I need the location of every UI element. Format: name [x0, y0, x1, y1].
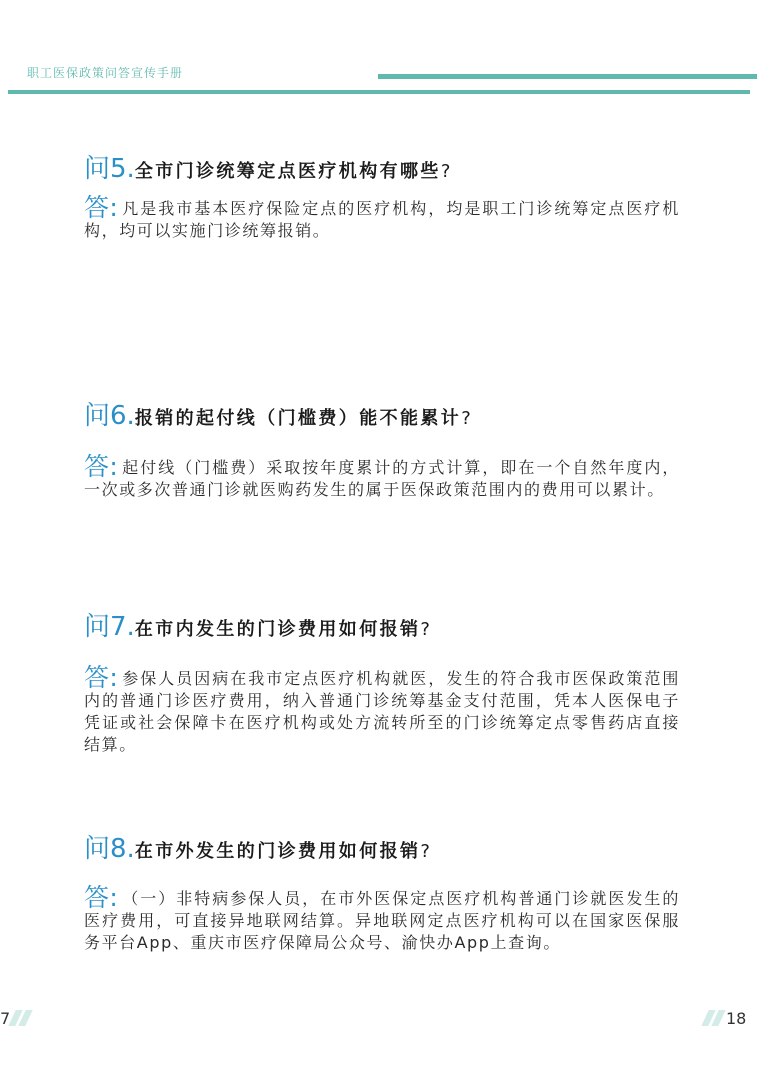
question-number: 问8.	[84, 834, 135, 864]
qa-block-5	[84, 148, 680, 242]
page-number-left: 7	[0, 1009, 11, 1028]
question-number: 问7.	[84, 612, 135, 642]
answer	[84, 452, 680, 501]
page-number-right: 18	[726, 1009, 747, 1028]
qa-block-8	[84, 828, 680, 954]
answer	[84, 883, 680, 954]
answer-label: 答:	[84, 193, 118, 222]
question-mark: ?	[420, 841, 430, 862]
question-number: 问5.	[84, 154, 135, 184]
question-text: 在市外发生的门诊费用如何报销	[134, 841, 421, 862]
question-text: 在市内发生的门诊费用如何报销	[134, 619, 421, 640]
question-number: 问6.	[84, 401, 135, 431]
question	[84, 148, 680, 185]
qa-block-6	[84, 395, 680, 501]
header-title: 职工医保政策问答宣传手册	[27, 66, 184, 80]
answer-label: 答:	[84, 663, 118, 692]
qa-block-7	[84, 606, 680, 756]
question	[84, 606, 680, 643]
question-mark: ?	[461, 408, 471, 429]
header-bar-top	[378, 74, 757, 79]
question-mark: ?	[440, 161, 451, 182]
answer-text: 参保人员因病在我市定点医疗机构就医，发生的符合我市医保政策范围内的普通门诊医疗费用，纳入普通门诊统筹基金支付范围，凭本人医保电子凭证或社会保障卡在医疗机构或处方流转所至的门诊统筹定点零售药店直接结算。	[84, 669, 680, 754]
answer	[84, 663, 680, 756]
answer-label: 答:	[84, 452, 118, 481]
question-text: 全市门诊统筹定点医疗机构有哪些	[134, 161, 441, 182]
answer-text: 凡是我市基本医疗保险定点的医疗机构，均是职工门诊统筹定点医疗机构，均可以实施门诊统筹报销。	[84, 199, 680, 240]
answer	[84, 193, 680, 242]
question	[84, 395, 680, 432]
answer-label: 答:	[84, 883, 118, 912]
question	[84, 828, 680, 865]
question-mark: ?	[420, 619, 430, 640]
question-text: 报销的起付线（门槛费）能不能累计	[134, 408, 462, 429]
header-bar-bottom	[8, 90, 750, 94]
answer-text: （一）非特病参保人员，在市外医保定点医疗机构普通门诊就医发生的医疗费用，可直接异地联网结算。异地联网定点医疗机构可以在国家医保服务平台App、重庆市医疗保障局公众号、渝快办App上查询。	[84, 889, 680, 952]
answer-text: 起付线（门槛费）采取按年度累计的方式计算，即在一个自然年度内，一次或多次普通门诊就医购药发生的属于医保政策范围内的费用可以累计。	[84, 458, 680, 499]
